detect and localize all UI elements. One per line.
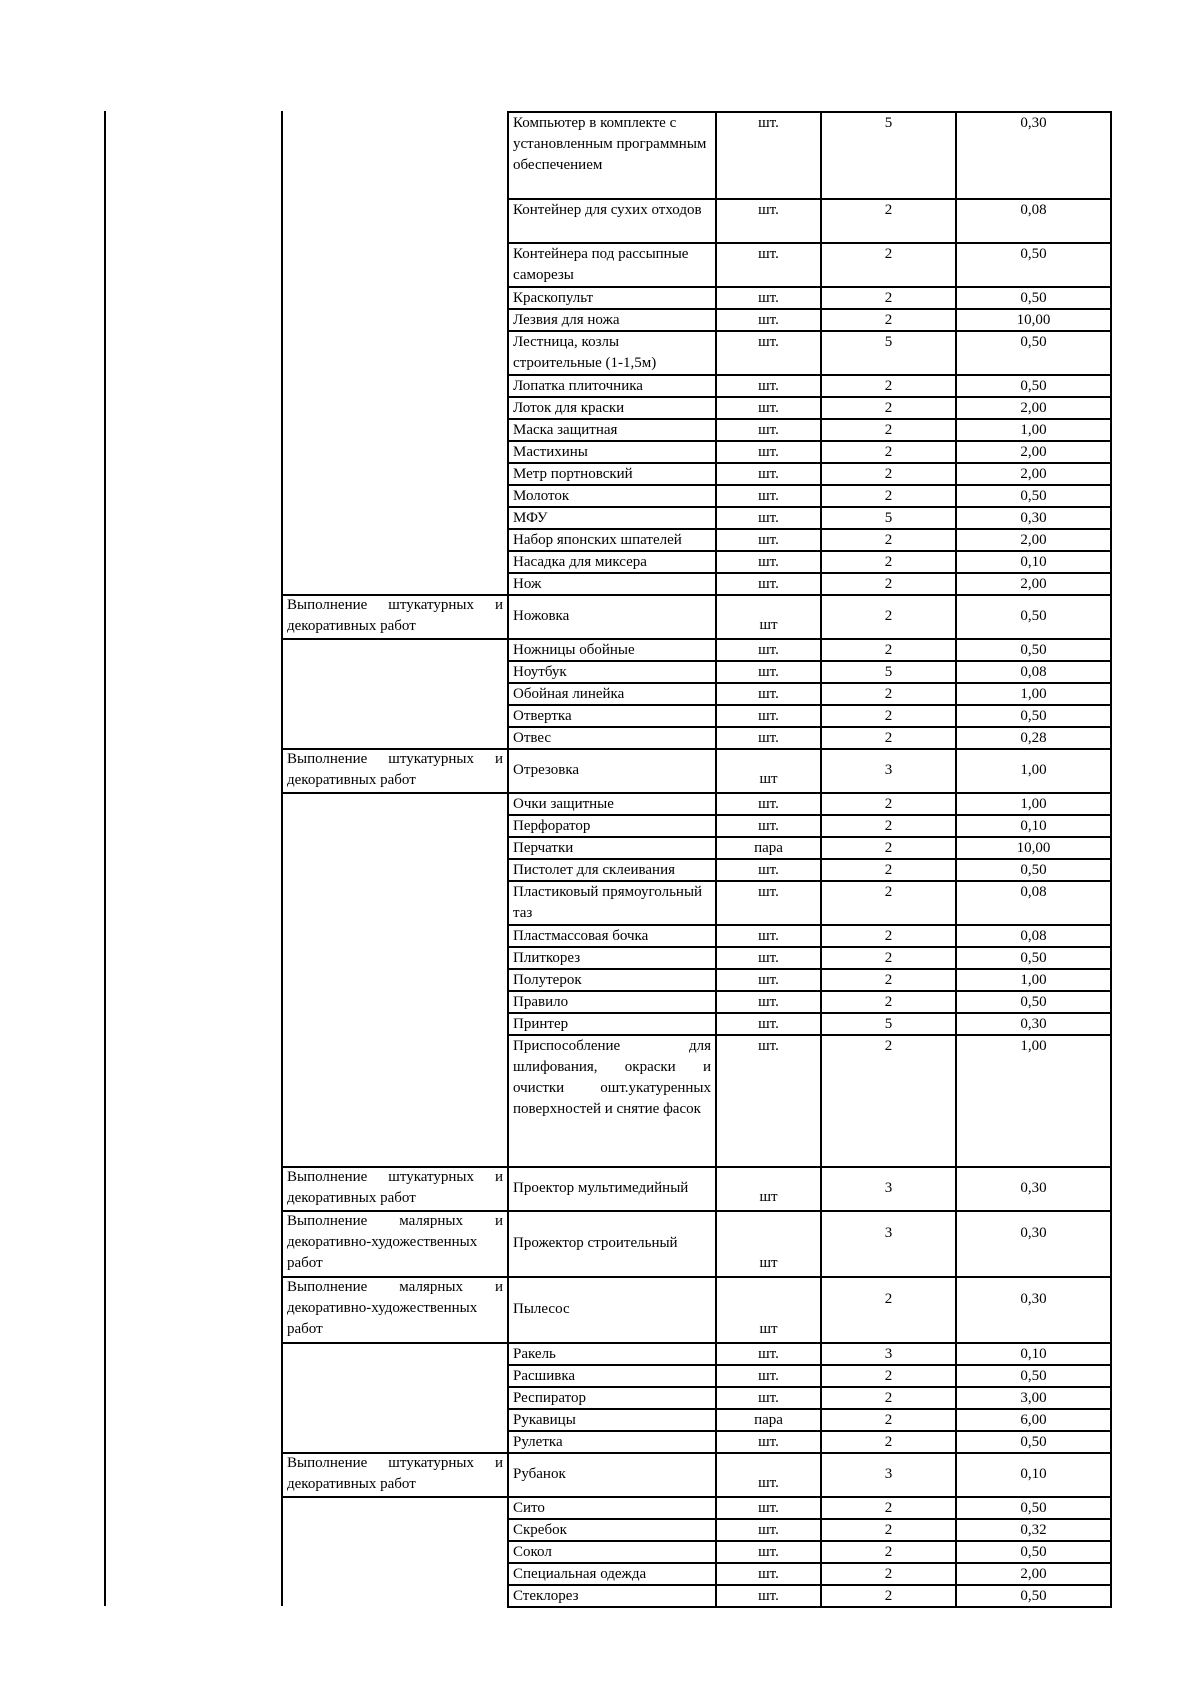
item-name: Ножовка [513,607,570,624]
unit-cell: шт. [758,1038,779,1054]
item-name: Ракель [513,1346,556,1362]
unit-cell: шт. [758,576,779,592]
unit-cell: шт. [758,994,779,1010]
item-name: Рукавицы [513,1412,576,1428]
rate-cell: 2,00 [1020,1566,1047,1582]
item-name: Ножницы обойные [513,642,635,658]
rate-cell: 0,50 [1020,994,1047,1010]
unit-cell: шт. [758,1588,779,1604]
unit-cell: шт. [758,246,779,262]
rate-cell: 0,30 [1020,1224,1047,1241]
quantity-cell: 3 [884,1465,893,1482]
rate-cell: 0,30 [1020,115,1047,131]
rate-cell: 0,10 [1020,818,1047,834]
item-name: Маска защитная [513,422,618,438]
item-name: Лестница, козлы строительные (1-1,5м) [513,334,657,371]
quantity-cell: 2 [884,994,893,1010]
item-name: Пистолет для склеивания [513,862,676,878]
rate-cell: 0,50 [1020,1500,1047,1516]
rate-cell: 0,50 [1020,334,1047,350]
quantity-cell: 5 [884,1016,893,1032]
item-name: Стеклорез [513,1588,579,1604]
unit-cell: шт. [758,1522,779,1538]
quantity-cell: 2 [884,884,893,900]
unit-cell: шт. [758,1566,779,1582]
quantity-cell: 2 [884,708,893,724]
quantity-cell: 2 [884,576,893,592]
rate-cell: 2,00 [1020,466,1047,482]
item-name: Ноутбук [513,664,567,680]
unit-cell: шт. [758,532,779,548]
item-name: Набор японских шпателей [513,532,682,548]
unit-cell: шт. [758,334,779,350]
quantity-cell: 2 [884,686,893,702]
unit-cell: шт. [758,290,779,306]
rate-cell: 0,08 [1020,928,1047,944]
quantity-cell: 5 [884,115,893,131]
unit-cell: шт. [758,862,779,878]
item-name: Отвес [513,730,552,746]
quantity-cell: 3 [884,761,893,778]
quantity-cell: 2 [884,730,893,746]
rate-cell: 0,50 [1020,862,1047,878]
item-name: Респиратор [513,1390,587,1406]
quantity-cell: 2 [884,1522,893,1538]
item-name: Насадка для миксера [513,554,647,570]
rate-cell: 0,50 [1020,1588,1047,1604]
rate-cell: 0,50 [1020,708,1047,724]
item-name: Контейнера под рассыпные саморезы [513,246,689,283]
quantity-cell: 2 [884,444,893,460]
item-name: Перфоратор [513,818,591,834]
rate-cell: 10,00 [1016,312,1051,328]
item-name: Пылесос [513,1300,570,1317]
quantity-cell: 2 [884,862,893,878]
unit-cell: шт. [758,708,779,724]
item-name: Проектор мультимедийный [513,1179,689,1196]
rate-cell: 2,00 [1020,532,1047,548]
item-name: Метр портновский [513,466,633,482]
unit-cell: шт. [758,202,779,218]
unit-cell: шт. [758,400,779,416]
quantity-cell: 2 [884,928,893,944]
rate-cell: 0,50 [1020,1368,1047,1384]
category-label: Выполнение штукатурных и декоративных работ [287,1169,503,1206]
quantity-cell: 3 [884,1224,893,1241]
quantity-cell: 2 [884,1390,893,1406]
quantity-cell: 5 [884,510,893,526]
rate-cell: 1,00 [1020,972,1047,988]
item-name: Лопатка плиточника [513,378,643,394]
quantity-cell: 2 [884,1290,893,1307]
unit-cell: шт. [758,928,779,944]
unit-cell: шт. [758,818,779,834]
unit-cell: шт. [758,378,779,394]
rate-cell: 1,00 [1020,1038,1047,1054]
category-label: Выполнение штукатурных и декоративных работ [287,751,503,788]
item-name: Специальная одежда [513,1566,647,1582]
category-label: Выполнение штукатурных и декоративных работ [287,597,503,634]
quantity-cell: 2 [884,488,893,504]
unit-cell: шт. [758,796,779,812]
rate-cell: 2,00 [1020,400,1047,416]
quantity-cell: 2 [884,1566,893,1582]
unit-cell: пара [754,840,783,856]
quantity-cell: 2 [884,950,893,966]
quantity-cell: 2 [884,422,893,438]
item-name: Контейнер для сухих отходов [513,202,702,218]
rate-cell: 0,28 [1020,730,1047,746]
rate-cell: 1,00 [1020,796,1047,812]
rate-cell: 1,00 [1020,422,1047,438]
unit-cell: пара [754,1412,783,1428]
quantity-cell: 2 [884,1368,893,1384]
rate-cell: 2,00 [1020,444,1047,460]
rate-cell: 0,32 [1020,1522,1047,1538]
rate-cell: 1,00 [1020,761,1047,778]
item-name: Полутерок [513,972,582,988]
item-name: Лоток для краски [513,400,625,416]
quantity-cell: 2 [884,840,893,856]
category-row-border [281,1496,507,1498]
item-name: Очки защитные [513,796,614,812]
unit-cell: шт. [758,312,779,328]
rate-cell: 6,00 [1020,1412,1047,1428]
rate-cell: 3,00 [1020,1390,1047,1406]
item-name: Пластмассовая бочка [513,928,649,944]
quantity-cell: 2 [884,202,893,218]
item-name: Отвертка [513,708,572,724]
rate-cell: 0,30 [1020,1290,1047,1307]
quantity-cell: 2 [884,607,893,624]
unit-cell: шт [759,1321,778,1337]
item-name: Рулетка [513,1434,563,1450]
item-name: Обойная линейка [513,686,625,702]
item-name: Сито [513,1500,545,1516]
rate-cell: 0,30 [1020,510,1047,526]
quantity-cell: 2 [884,1412,893,1428]
unit-cell: шт [759,771,778,787]
item-name: МФУ [513,510,548,526]
unit-cell: шт. [758,1544,779,1560]
unit-cell: шт. [758,1016,779,1032]
quantity-cell: 2 [884,1038,893,1054]
rate-cell: 0,50 [1020,950,1047,966]
unit-cell: шт. [758,554,779,570]
item-name: Расшивка [513,1368,576,1384]
unit-cell: шт. [758,422,779,438]
item-name: Перчатки [513,840,574,856]
unit-cell: шт. [758,664,779,680]
quantity-cell: 2 [884,1434,893,1450]
item-name: Мастихины [513,444,588,460]
unit-cell: шт. [758,1368,779,1384]
unit-cell: шт. [758,1434,779,1450]
quantity-cell: 3 [884,1346,893,1362]
category-row-border [281,638,507,640]
category-label: Выполнение штукатурных и декоративных работ [287,1455,503,1492]
item-name: Рубанок [513,1465,566,1482]
unit-cell: шт. [758,884,779,900]
unit-cell: шт. [758,950,779,966]
unit-cell: шт. [758,444,779,460]
quantity-cell: 2 [884,400,893,416]
page-left-rule [104,111,106,1606]
quantity-cell: 5 [884,334,893,350]
unit-cell: шт. [758,510,779,526]
rate-cell: 0,50 [1020,488,1047,504]
unit-cell: шт. [758,466,779,482]
rate-cell: 0,08 [1020,664,1047,680]
quantity-cell: 2 [884,312,893,328]
quantity-cell: 2 [884,246,893,262]
unit-cell: шт. [758,972,779,988]
item-name: Правило [513,994,569,1010]
rate-cell: 0,08 [1020,884,1047,900]
item-name: Приспособление для шлифования, окраски и очистки ошт.укатуренных поверхностей и снятие фасок [513,1038,711,1117]
rate-cell: 0,50 [1020,378,1047,394]
unit-cell: шт. [758,488,779,504]
rate-cell: 0,10 [1020,554,1047,570]
item-name: Прожектор строительный [513,1234,678,1251]
quantity-cell: 2 [884,1588,893,1604]
quantity-cell: 2 [884,642,893,658]
rate-cell: 0,10 [1020,1346,1047,1362]
rate-cell: 0,50 [1020,246,1047,262]
category-label: Выполнение малярных и декоративно-художественных работ [287,1213,503,1271]
unit-cell: шт [759,1189,778,1205]
item-name: Плиткорез [513,950,581,966]
rate-cell: 2,00 [1020,576,1047,592]
rate-cell: 10,00 [1016,840,1051,856]
quantity-cell: 2 [884,290,893,306]
quantity-cell: 3 [884,1179,893,1196]
item-name: Нож [513,576,542,592]
item-name: Пластиковый прямоугольный таз [513,884,703,921]
item-name: Отрезовка [513,761,580,778]
quantity-cell: 2 [884,1544,893,1560]
category-column-left-border [281,111,283,1606]
item-name: Сокол [513,1544,552,1560]
unit-cell: шт. [758,1390,779,1406]
rate-cell: 1,00 [1020,686,1047,702]
unit-cell: шт. [758,730,779,746]
quantity-cell: 2 [884,466,893,482]
quantity-cell: 2 [884,554,893,570]
quantity-cell: 2 [884,972,893,988]
rate-cell: 0,30 [1020,1179,1047,1196]
unit-cell: шт. [758,1500,779,1516]
item-name: Принтер [513,1016,569,1032]
unit-cell: шт. [758,115,779,131]
item-name: Лезвия для ножа [513,312,620,328]
quantity-cell: 2 [884,796,893,812]
unit-cell: шт. [758,1346,779,1362]
quantity-cell: 2 [884,818,893,834]
rate-cell: 0,50 [1020,607,1047,624]
rate-cell: 0,50 [1020,290,1047,306]
unit-cell: шт. [758,642,779,658]
unit-cell: шт [759,1255,778,1271]
category-label: Выполнение малярных и декоративно-художественных работ [287,1279,503,1337]
item-name: Молоток [513,488,570,504]
quantity-cell: 2 [884,1500,893,1516]
rate-cell: 0,50 [1020,642,1047,658]
rate-cell: 0,08 [1020,202,1047,218]
unit-cell: шт. [758,1475,779,1491]
table-bottom-border [507,1606,1112,1608]
quantity-cell: 2 [884,532,893,548]
unit-cell: шт. [758,686,779,702]
item-name: Компьютер в комплекте с установленным программным обеспечением [513,115,707,173]
item-name: Краскопульт [513,290,594,306]
quantity-cell: 2 [884,378,893,394]
rate-cell: 0,10 [1020,1465,1047,1482]
rate-cell: 0,30 [1020,1016,1047,1032]
rate-cell: 0,50 [1020,1434,1047,1450]
unit-cell: шт [759,617,778,633]
category-row-border [281,792,507,794]
item-name: Скребок [513,1522,567,1538]
rate-cell: 0,50 [1020,1544,1047,1560]
category-row-border [281,1342,507,1344]
quantity-cell: 5 [884,664,893,680]
